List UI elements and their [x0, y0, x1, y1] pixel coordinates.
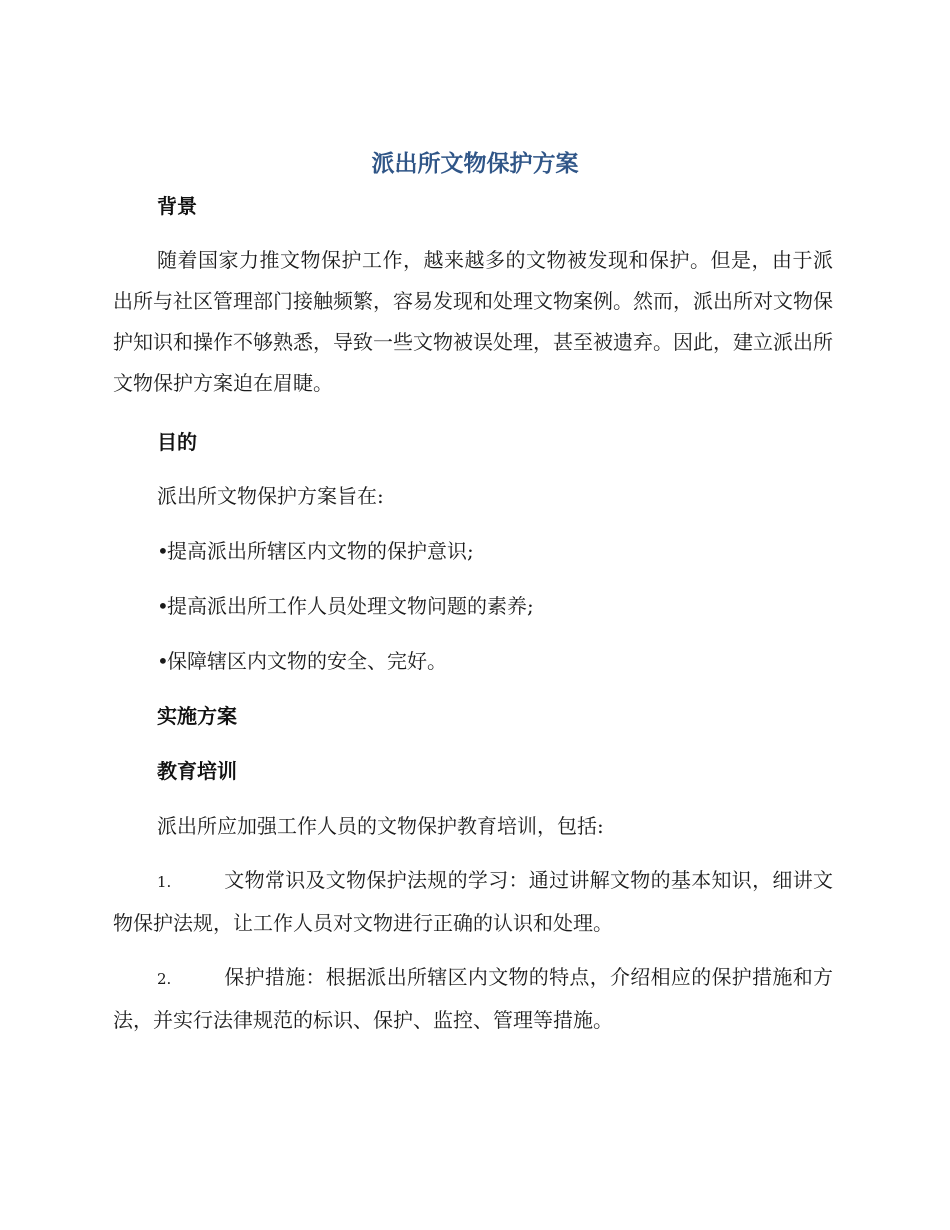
- bullet-icon: •: [157, 649, 169, 673]
- background-paragraph: 随着国家力推文物保护工作，越来越多的文物被发现和保护。但是，由于派出所与社区管理部门接触频繁，容易发现和处理文物案例。然而，派出所对文物保护知识和操作不够熟悉，导致一些文物被误处理，甚至被遗弃。因此，建立派出所文物保护方案迫在眉睫。: [113, 248, 833, 395]
- section-heading-background: 背景: [157, 194, 197, 218]
- purpose-bullet-item: [157, 536, 474, 566]
- purpose-bullet-item: [157, 591, 534, 621]
- item-text: 保护措施：根据派出所辖区内文物的特点，介绍相应的保护措施和方法，并实行法律规范的标识、保护、监控、管理等措施。: [113, 965, 833, 1032]
- subsection-heading-training: 教育培训: [157, 759, 237, 783]
- section-heading-purpose: 目的: [157, 430, 197, 454]
- item-number: 2.: [157, 970, 172, 988]
- section-heading-implementation: 实施方案: [157, 704, 237, 728]
- training-numbered-item: [113, 957, 833, 1041]
- purpose-intro: 派出所文物保护方案旨在:: [157, 484, 384, 508]
- purpose-bullet-text: 提高派出所工作人员处理文物问题的素养;: [167, 594, 534, 618]
- purpose-bullet-text: 提高派出所辖区内文物的保护意识;: [167, 539, 474, 563]
- bullet-icon: •: [157, 539, 169, 563]
- purpose-bullet-text: 保障辖区内文物的安全、完好。: [167, 649, 447, 673]
- training-numbered-item: [113, 860, 833, 944]
- item-text: 文物常识及文物保护法规的学习：通过讲解文物的基本知识，细讲文物保护法规，让工作人员对文物进行正确的认识和处理。: [113, 868, 833, 935]
- bullet-icon: •: [157, 594, 169, 618]
- item-number: 1.: [157, 873, 172, 891]
- document-title: 派出所文物保护方案: [371, 151, 579, 177]
- training-intro: 派出所应加强工作人员的文物保护教育培训，包括:: [157, 814, 604, 838]
- purpose-bullet-item: [157, 646, 447, 676]
